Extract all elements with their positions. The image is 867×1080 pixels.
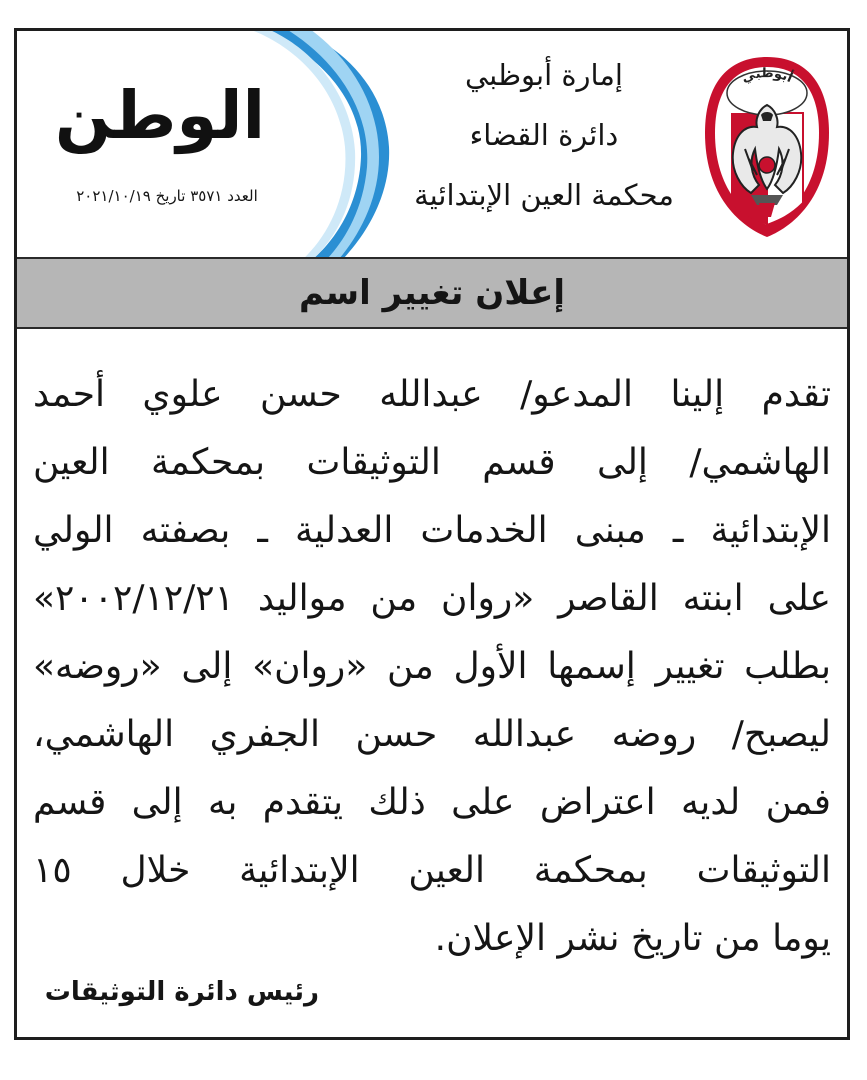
body-line: فمن لديه اعتراض على ذلك يتقدم به إلى قسم [33, 782, 831, 823]
body-line: الهاشمي/ إلى قسم التوثيقات بمحكمة العين [33, 442, 831, 483]
body-line: التوثيقات بمحكمة العين الإبتدائية خلال ١٥ [33, 850, 831, 891]
notice-body [33, 361, 831, 973]
court-heading [399, 45, 689, 225]
svg-text:أبوظبي: أبوظبي [739, 66, 795, 87]
body-line: يوما من تاريخ نشر الإعلان. [434, 918, 831, 959]
notice-title: إعلان تغيير اسم [298, 273, 565, 313]
body-line: ليصبح/ روضه عبدالله حسن الجفري الهاشمي، [33, 714, 831, 755]
court-name: محكمة العين الإبتدائية [414, 178, 674, 212]
signature: رئيس دائرة التوثيقات [44, 977, 319, 1007]
notice-title-bar [17, 257, 847, 329]
body-line: بطلب تغيير إسمها الأول من «روان» إلى «روضه» [33, 646, 831, 687]
newspaper-name: الوطن [54, 77, 266, 154]
department-name: دائرة القضاء [469, 118, 619, 152]
issue-info: العدد ٣٥٧١ تاريخ ٢٠٢١/١٠/١٩ [76, 187, 258, 205]
body-line: تقدم إلينا المدعو/ عبدالله حسن علوي أحمد [33, 374, 831, 415]
body-line: الإبتدائية ـ مبنى الخدمات العدلية ـ بصفته الولي [33, 510, 831, 551]
emirate-name: إمارة أبوظبي [465, 58, 623, 92]
abu-dhabi-emblem-icon [701, 53, 833, 239]
header [17, 31, 847, 257]
notice-frame [14, 28, 850, 1040]
body-line: على ابنته القاصر «روان من مواليد ٢٠٠٢/١٢/٢١» [33, 578, 831, 619]
